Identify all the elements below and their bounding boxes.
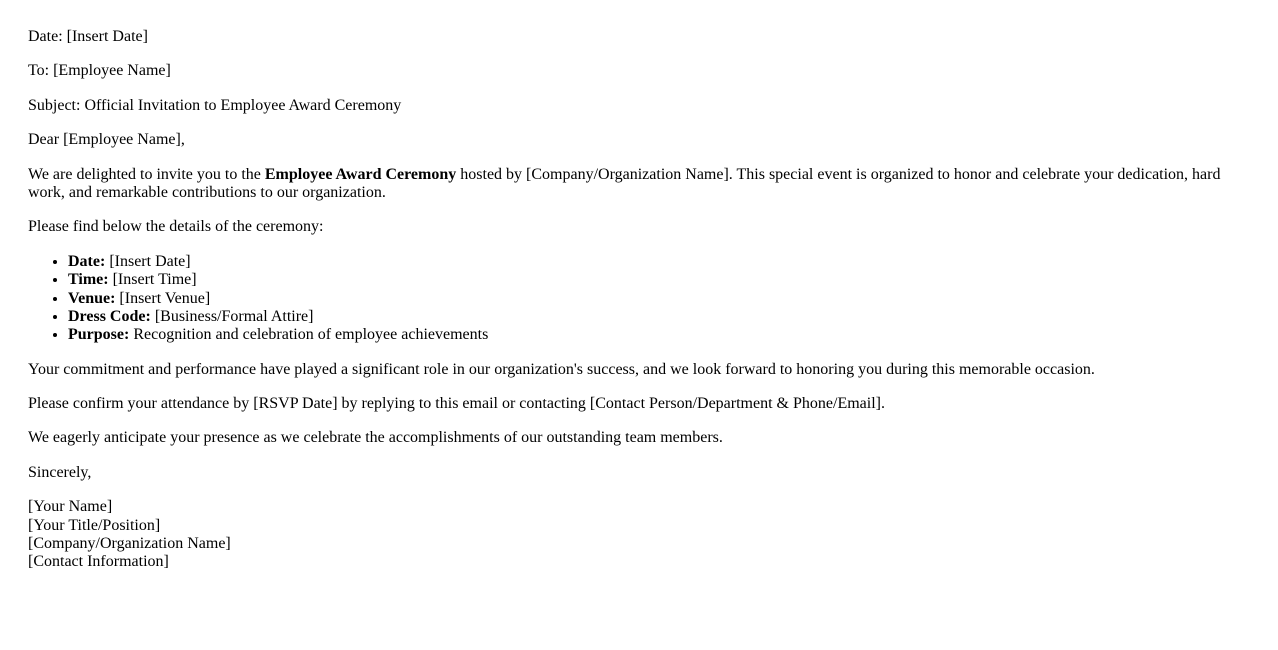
detail-value: [Insert Date] xyxy=(105,252,191,270)
detail-label: Date: xyxy=(68,252,106,270)
detail-value: [Insert Venue] xyxy=(115,289,211,307)
detail-value: Recognition and celebration of employee achievements xyxy=(129,326,489,344)
details-list xyxy=(28,253,1250,345)
rsvp-paragraph: Please confirm your attendance by [RSVP Date] by replying to this email or contacting [Contact Person/Department & Phone/Email]. xyxy=(28,395,885,413)
date-line: Date: [Insert Date] xyxy=(28,28,148,45)
detail-value: [Business/Formal Attire] xyxy=(150,307,314,325)
detail-item-time xyxy=(68,271,1250,289)
detail-label: Venue: xyxy=(68,289,116,307)
intro-text-post: hosted by [Company/Organization Name]. This special event is organized to honor and celebrate your dedication, hard work, and remarkable contributions to our organization. xyxy=(28,165,1221,201)
detail-label: Purpose: xyxy=(68,326,130,344)
detail-item-date xyxy=(68,253,1250,271)
detail-label: Dress Code: xyxy=(68,307,151,325)
ceremony-name-bold: Employee Award Ceremony xyxy=(264,165,457,183)
detail-item-dress-code xyxy=(68,308,1250,326)
signature-block xyxy=(28,498,1250,572)
detail-item-purpose xyxy=(68,326,1250,344)
detail-label: Time: xyxy=(68,271,109,289)
salutation: Dear [Employee Name], xyxy=(28,131,185,149)
anticipation-paragraph: We eagerly anticipate your presence as we celebrate the accomplishments of our outstanding team members. xyxy=(28,429,723,447)
detail-item-venue xyxy=(68,290,1250,308)
to-line: To: [Employee Name] xyxy=(28,62,171,80)
intro-paragraph xyxy=(28,166,1250,203)
intro-text-pre: We are delighted to invite you to the xyxy=(28,165,265,183)
subject-line: Subject: Official Invitation to Employee Award Ceremony xyxy=(28,96,402,114)
closing: Sincerely, xyxy=(28,463,92,481)
signature-name: [Your Name] xyxy=(28,498,113,516)
signature-contact: [Contact Information] xyxy=(28,553,169,571)
signature-company: [Company/Organization Name] xyxy=(28,535,231,553)
signature-title: [Your Title/Position] xyxy=(28,516,161,534)
details-intro: Please find below the details of the ceremony: xyxy=(28,218,324,236)
commitment-paragraph: Your commitment and performance have played a significant role in our organization's success, and we look forward to honoring you during this memorable occasion. xyxy=(28,360,1095,378)
detail-value: [Insert Time] xyxy=(108,271,197,289)
